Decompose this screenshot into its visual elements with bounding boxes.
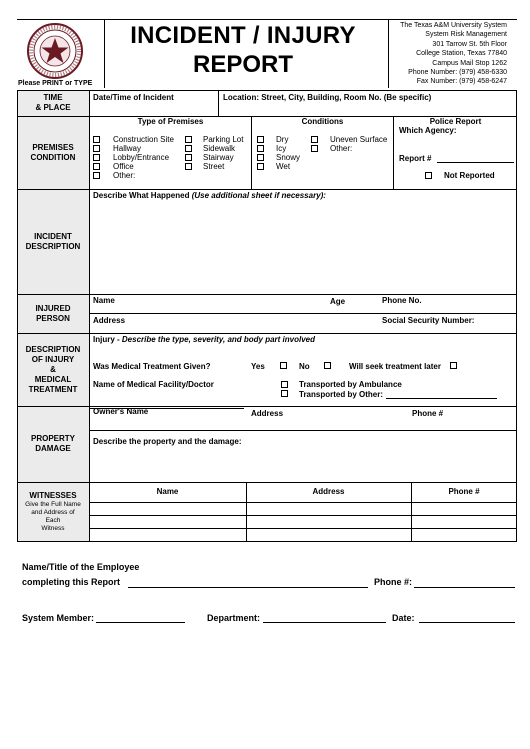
snowy-label: Snowy — [276, 153, 301, 162]
conditions-header: Conditions — [301, 117, 344, 126]
not-reported-label: Not Reported — [444, 171, 495, 180]
yes-label: Yes — [251, 362, 265, 371]
org-line: College Station, Texas 77840 — [416, 50, 507, 58]
employee-phone-label: Phone #: — [374, 577, 413, 587]
witness-row[interactable] — [90, 503, 516, 515]
parking-lot-label: Parking Lot — [203, 135, 244, 144]
department-label: Department: — [207, 613, 261, 623]
treatment-no-checkbox[interactable] — [324, 362, 331, 369]
section-label-witnesses: WITNESSES Give the Full Name and Address of Each Witness — [17, 482, 89, 541]
witness-row[interactable] — [90, 516, 516, 528]
ambulance-label: Transported by Ambulance — [299, 380, 402, 389]
sidewalk-checkbox[interactable] — [185, 145, 192, 152]
wet-label: Wet — [276, 162, 291, 171]
university-seal-logo — [21, 22, 89, 80]
date-field[interactable] — [419, 622, 515, 623]
employee-label-line1: Name/Title of the Employee — [22, 562, 140, 572]
injured-name-field[interactable]: Name — [93, 296, 115, 305]
witness-address-header: Address — [312, 487, 345, 496]
injured-phone-field[interactable]: Phone No. — [382, 296, 422, 305]
section-label-injured: INJURED PERSON — [17, 294, 89, 333]
other-premises-label: Other: — [113, 171, 136, 180]
section-label-premises: PREMISES CONDITION — [17, 116, 89, 189]
uneven-surface-checkbox[interactable] — [311, 136, 318, 143]
employee-label-line2: completing this Report — [22, 577, 121, 587]
property-damage-field[interactable]: Describe the property and the damage: — [93, 437, 242, 446]
hallway-checkbox[interactable] — [93, 145, 100, 152]
org-line: 301 Tarrow St. 5th Floor — [432, 40, 507, 48]
system-member-label: System Member: — [22, 613, 95, 623]
seek-later-checkbox[interactable] — [450, 362, 457, 369]
injury-description-field[interactable] — [93, 335, 315, 344]
other-transport-label: Transported by Other: — [299, 390, 384, 399]
medical-facility-field[interactable]: Name of Medical Facility/Doctor — [93, 380, 214, 389]
print-note: Please PRINT or TYPE — [18, 80, 93, 87]
ambulance-checkbox[interactable] — [281, 381, 288, 388]
org-line: The Texas A&M University System — [400, 22, 507, 29]
type-of-premises-header: Type of Premises — [137, 117, 204, 126]
dry-label: Dry — [276, 135, 289, 144]
other-condition-label: Other: — [330, 144, 353, 153]
employee-name-field[interactable] — [128, 587, 368, 588]
injury-prompt-note: Describe the type, severity, and body part involved — [121, 335, 316, 344]
snowy-checkbox[interactable] — [257, 154, 264, 161]
icy-label: Icy — [276, 144, 287, 153]
org-line: Phone Number: (979) 458-6330 — [408, 69, 507, 77]
injury-prompt: Injury - — [93, 335, 120, 344]
location-field[interactable]: Location: Street, City, Building, Room No. (Be specific) — [223, 93, 432, 102]
lobby-entrance-label: Lobby/Entrance — [113, 153, 170, 162]
street-checkbox[interactable] — [185, 163, 192, 170]
construction-site-label: Construction Site — [113, 135, 174, 144]
hallway-label: Hallway — [113, 144, 142, 153]
office-checkbox[interactable] — [93, 163, 100, 170]
street-label: Street — [203, 162, 225, 171]
page-title-line2: REPORT — [192, 51, 293, 78]
org-line: Fax Number: (979) 458-6247 — [416, 78, 507, 86]
section-label-incident: INCIDENT DESCRIPTION — [17, 189, 89, 294]
incident-prompt-note: (Use additional sheet if necessary): — [191, 191, 326, 200]
other-transport-field[interactable] — [386, 398, 497, 399]
wet-checkbox[interactable] — [257, 163, 264, 170]
report-number-field[interactable] — [437, 162, 514, 163]
not-reported-checkbox[interactable] — [425, 172, 432, 179]
dry-checkbox[interactable] — [257, 136, 264, 143]
section-label-property: PROPERTY DAMAGE — [17, 406, 89, 482]
injured-age-field[interactable]: Age — [330, 297, 346, 306]
section-label-medical: DESCRIPTION OF INJURY & MEDICAL TREATMENT — [17, 333, 89, 406]
parking-lot-checkbox[interactable] — [185, 136, 192, 143]
employee-phone-field[interactable] — [414, 587, 515, 588]
witness-phone-header: Phone # — [448, 487, 480, 496]
office-label: Office — [113, 162, 134, 171]
incident-description-field[interactable] — [93, 191, 326, 200]
page-title-line1: INCIDENT / INJURY — [130, 22, 356, 49]
report-number-label: Report # — [399, 154, 432, 163]
treatment-question: Was Medical Treatment Given? — [93, 362, 211, 371]
org-line: Campus Mail Stop 1262 — [432, 59, 507, 67]
date-time-field[interactable]: Date/Time of Incident — [93, 93, 174, 102]
ssn-field[interactable]: Social Security Number: — [382, 316, 475, 325]
which-agency-label: Which Agency: — [399, 126, 457, 135]
org-line: System Risk Management — [425, 31, 507, 39]
lobby-entrance-checkbox[interactable] — [93, 154, 100, 161]
date-label: Date: — [392, 613, 415, 623]
seek-later-label: Will seek treatment later — [349, 362, 441, 371]
owner-name-field[interactable]: Owner's Name — [93, 407, 149, 416]
uneven-surface-label: Uneven Surface — [330, 135, 388, 144]
incident-prompt: Describe What Happened — [93, 191, 190, 200]
system-member-field[interactable] — [96, 622, 185, 623]
owner-phone-field[interactable]: Phone # — [412, 409, 444, 418]
sidewalk-label: Sidewalk — [203, 144, 236, 153]
treatment-yes-checkbox[interactable] — [280, 362, 287, 369]
other-condition-checkbox[interactable] — [311, 145, 318, 152]
no-label: No — [299, 362, 310, 371]
other-transport-checkbox[interactable] — [281, 390, 288, 397]
police-report-header: Police Report — [429, 117, 482, 126]
org-address-block — [400, 21, 507, 87]
department-field[interactable] — [263, 622, 386, 623]
icy-checkbox[interactable] — [257, 145, 264, 152]
witness-row[interactable] — [90, 529, 516, 541]
stairway-label: Stairway — [203, 153, 234, 162]
construction-site-checkbox[interactable] — [93, 136, 100, 143]
witness-name-header: Name — [156, 487, 179, 496]
owner-address-field[interactable]: Address — [251, 409, 284, 418]
stairway-checkbox[interactable] — [185, 154, 192, 161]
section-label-time-place: TIME & PLACE — [17, 90, 89, 116]
injured-address-field[interactable]: Address — [93, 316, 126, 325]
other-premises-checkbox[interactable] — [93, 172, 100, 179]
